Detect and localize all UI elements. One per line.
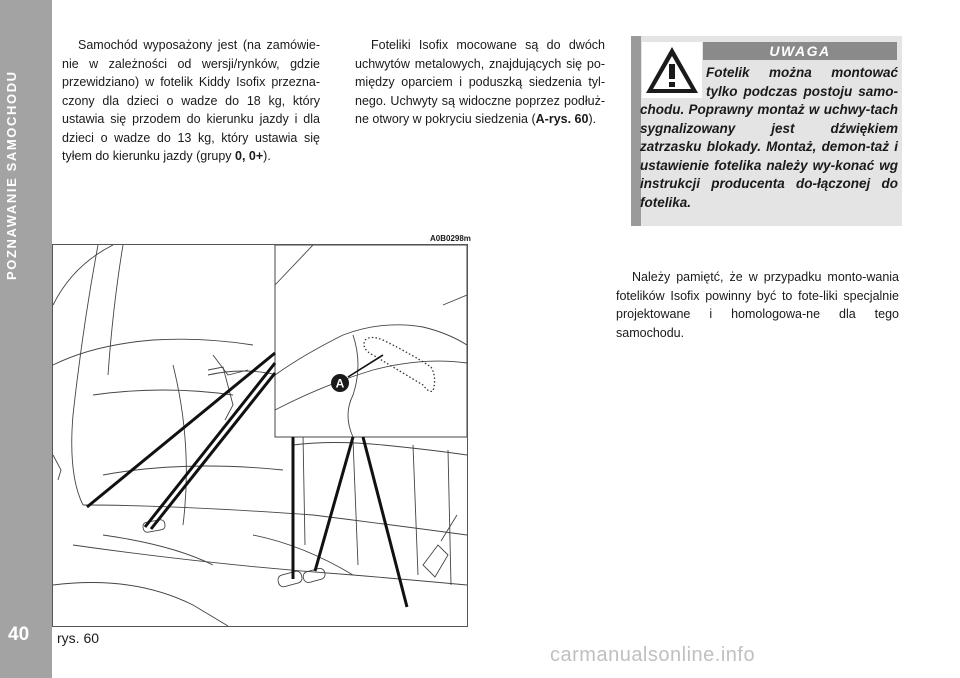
page-number: 40: [8, 624, 30, 645]
warning-text: [640, 64, 898, 212]
rear-seat-illustration: [53, 245, 467, 626]
section-title: POZNAWANIE SAMOCHODU: [4, 70, 19, 280]
figure-code: A0B0298m: [430, 234, 471, 243]
warning-title: UWAGA: [703, 42, 897, 60]
footer-watermark: carmanualsonline.info: [550, 644, 756, 666]
paragraph-isofix-mounting: [355, 36, 605, 129]
text-column-2: [355, 36, 605, 129]
paragraph-homologation: Należy pamiętć, że w przypadku monto-wania fotelików Isofix powinny być to fote-liki specjalnie projektowane i homologowa-ne dla tego samochodu.: [616, 270, 899, 340]
paragraph-text-end: ).: [263, 149, 271, 163]
paragraph-text: Foteliki Isofix mocowane są do dwóch uchwytów metalowych, znajdujących się po-między oparciem i poduszką siedzenia tyl-nego. Uchwyty są widoczne poprzez podłuż-ne otwory w pokryciu siedzenia (: [355, 38, 605, 126]
marker-a-label: A: [335, 376, 345, 391]
text-column-1: [62, 36, 320, 166]
group-label: 0, 0+: [235, 149, 264, 163]
paragraph-text: Samochód wyposażony jest (na zamówie-nie w zależności od wersji/rynków, gdzie przewidziano) w fotelik Kiddy Isofix przezna-czony dla dzieci o wadze do 18 kg, który ustawia się przodem do kierunku jazdy i dla dzieci o wadze do 13 kg, który ustawia się tyłem do kierunku jazdy (grupy: [62, 38, 320, 163]
figure-rear-seat-isofix: [52, 244, 468, 627]
figure-reference: A-rys. 60: [535, 112, 589, 126]
paragraph-text-end: ).: [588, 112, 597, 126]
figure-caption: rys. 60: [57, 630, 100, 646]
paragraph-kiddy-isofix: [62, 36, 320, 166]
text-column-3: [616, 268, 899, 342]
warning-body: Fotelik można montować tylko podczas postoju samo-chodu. Poprawny montaż w uchwy-tach sygnalizowany jest dźwiękiem zatrzasku blokady. Montaż, demon-taż i ustawienie fotelika należy wy-konać wg instrukcji producenta do-łączonej do fotelika.: [640, 65, 898, 210]
